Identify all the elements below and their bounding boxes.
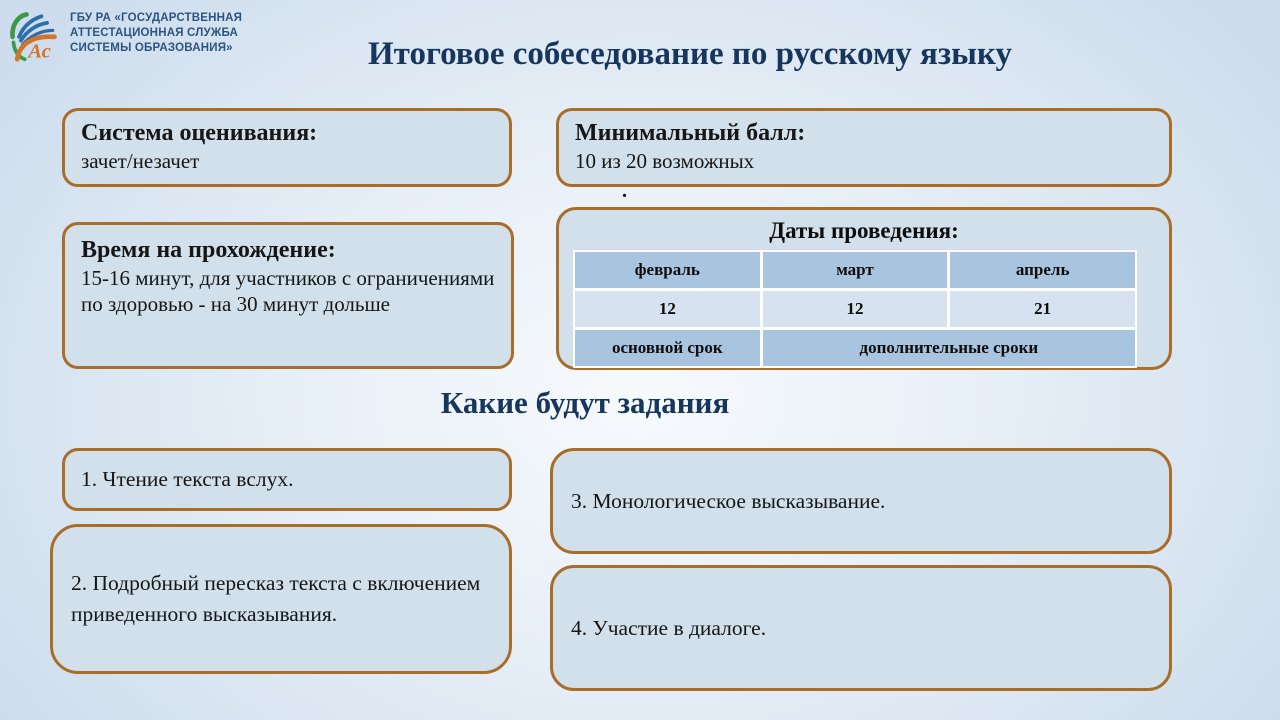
dates-table-footer-extra: дополнительные сроки — [763, 330, 1135, 366]
card-minimal-score — [556, 108, 1172, 187]
task-card-3 — [550, 448, 1172, 554]
card-minimal-score-title: Минимальный балл: — [575, 120, 806, 146]
card-dates-title: Даты проведения: — [769, 218, 959, 243]
org-name-line3: СИСТЕМЫ ОБРАЗОВАНИЯ» — [70, 42, 233, 54]
dates-table-day-cell: 12 — [763, 291, 948, 327]
card-minimal-score-body: 10 из 20 возможных — [575, 148, 755, 173]
dates-table-day-cell: 12 — [575, 291, 760, 327]
org-name-line2: АТТЕСТАЦИОННАЯ СЛУЖБА — [70, 27, 239, 39]
dates-table-footer-main: основной срок — [575, 330, 760, 366]
task-card-2 — [50, 524, 512, 674]
dates-table — [573, 250, 1137, 368]
task-2-text: 2. Подробный пересказ текста с включением приведенного высказывания. — [71, 571, 481, 626]
card-duration — [62, 222, 514, 369]
dates-table-month-cell: февраль — [575, 252, 760, 288]
card-duration-title: Время на прохождение: — [81, 237, 336, 263]
task-3-text: 3. Монологическое высказывание. — [571, 488, 886, 513]
card-scoring-system — [62, 108, 512, 187]
dates-table-month-cell: март — [763, 252, 948, 288]
card-dates — [556, 207, 1172, 370]
stray-dot: . — [622, 180, 627, 202]
org-name-line1: ГБУ РА «ГОСУДАРСТВЕННАЯ — [70, 12, 243, 24]
card-scoring-body: зачет/незачет — [81, 148, 200, 173]
task-card-1 — [62, 448, 512, 511]
card-scoring-title: Система оценивания: — [81, 120, 318, 146]
task-4-text: 4. Участие в диалоге. — [571, 615, 767, 640]
task-1-text: 1. Чтение текста вслух. — [81, 467, 294, 491]
page-title: Итоговое собеседование по русскому языку — [368, 36, 1012, 72]
dates-table-day-cell: 21 — [950, 291, 1135, 327]
org-logo-monogram: Ас — [28, 40, 51, 63]
card-duration-body: 15-16 минут, для участников с ограничениями по здоровью - на 30 минут дольше — [81, 265, 495, 317]
dates-table-month-cell: апрель — [950, 252, 1135, 288]
task-card-4 — [550, 565, 1172, 691]
section-heading-tasks: Какие будут задания — [440, 385, 730, 420]
org-logo-icon — [6, 5, 62, 65]
